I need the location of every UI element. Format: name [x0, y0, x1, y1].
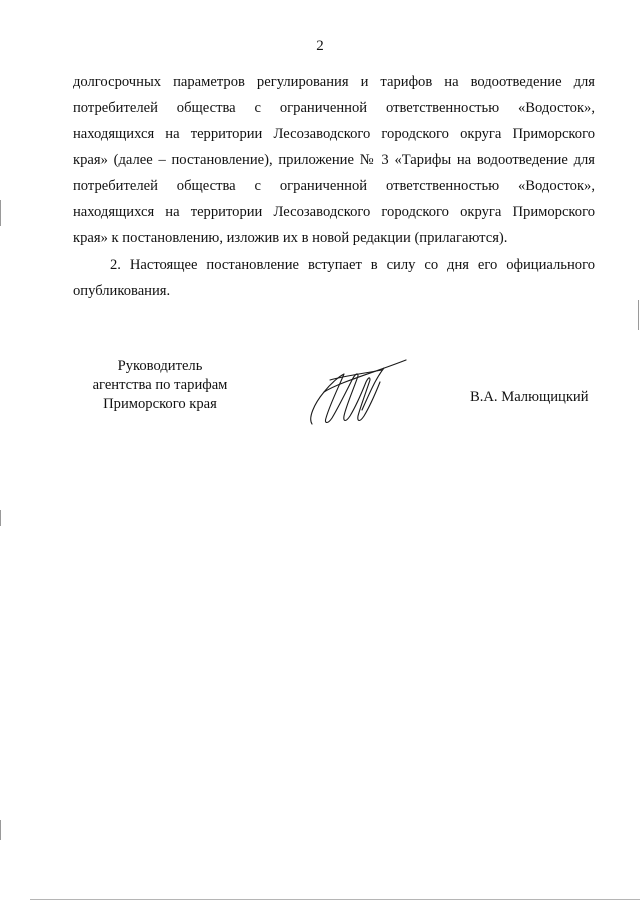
- body-line: края» к постановлению, изложив их в новой редакции (прилагаются).: [73, 230, 508, 246]
- scan-edge-mark: [0, 200, 1, 226]
- body-line: долгосрочных параметров регулирования и тарифов на водоотведение для: [73, 74, 595, 90]
- signer-title-line: Руководитель: [117, 358, 203, 374]
- signer-name: В.А. Малющицкий: [470, 389, 589, 405]
- body-line: потребителей общества с ограниченной ответственностью «Водосток»,: [73, 178, 595, 194]
- scan-edge-mark: [0, 510, 1, 526]
- signer-title-line: Приморского края: [103, 396, 217, 412]
- signer-title-line: агентства по тарифам: [92, 377, 228, 393]
- scan-edge-mark: [30, 899, 640, 900]
- body-line: 2. Настоящее постановление вступает в силу со дня его официального: [110, 257, 595, 273]
- body-line: находящихся на территории Лесозаводского городского округа Приморского: [73, 126, 595, 142]
- scan-edge-mark: [0, 820, 1, 840]
- body-line: находящихся на территории Лесозаводского городского округа Приморского: [73, 204, 595, 220]
- body-line: края» (далее – постановление), приложение № 3 «Тарифы на водоотведение для: [73, 152, 595, 168]
- handwritten-signature: [300, 352, 410, 432]
- body-line: опубликования.: [73, 283, 171, 299]
- page-number: 2: [316, 38, 324, 54]
- signer-title: [88, 357, 232, 414]
- scan-edge-mark: [638, 300, 639, 330]
- body-line: потребителей общества с ограниченной ответственностью «Водосток»,: [73, 100, 595, 116]
